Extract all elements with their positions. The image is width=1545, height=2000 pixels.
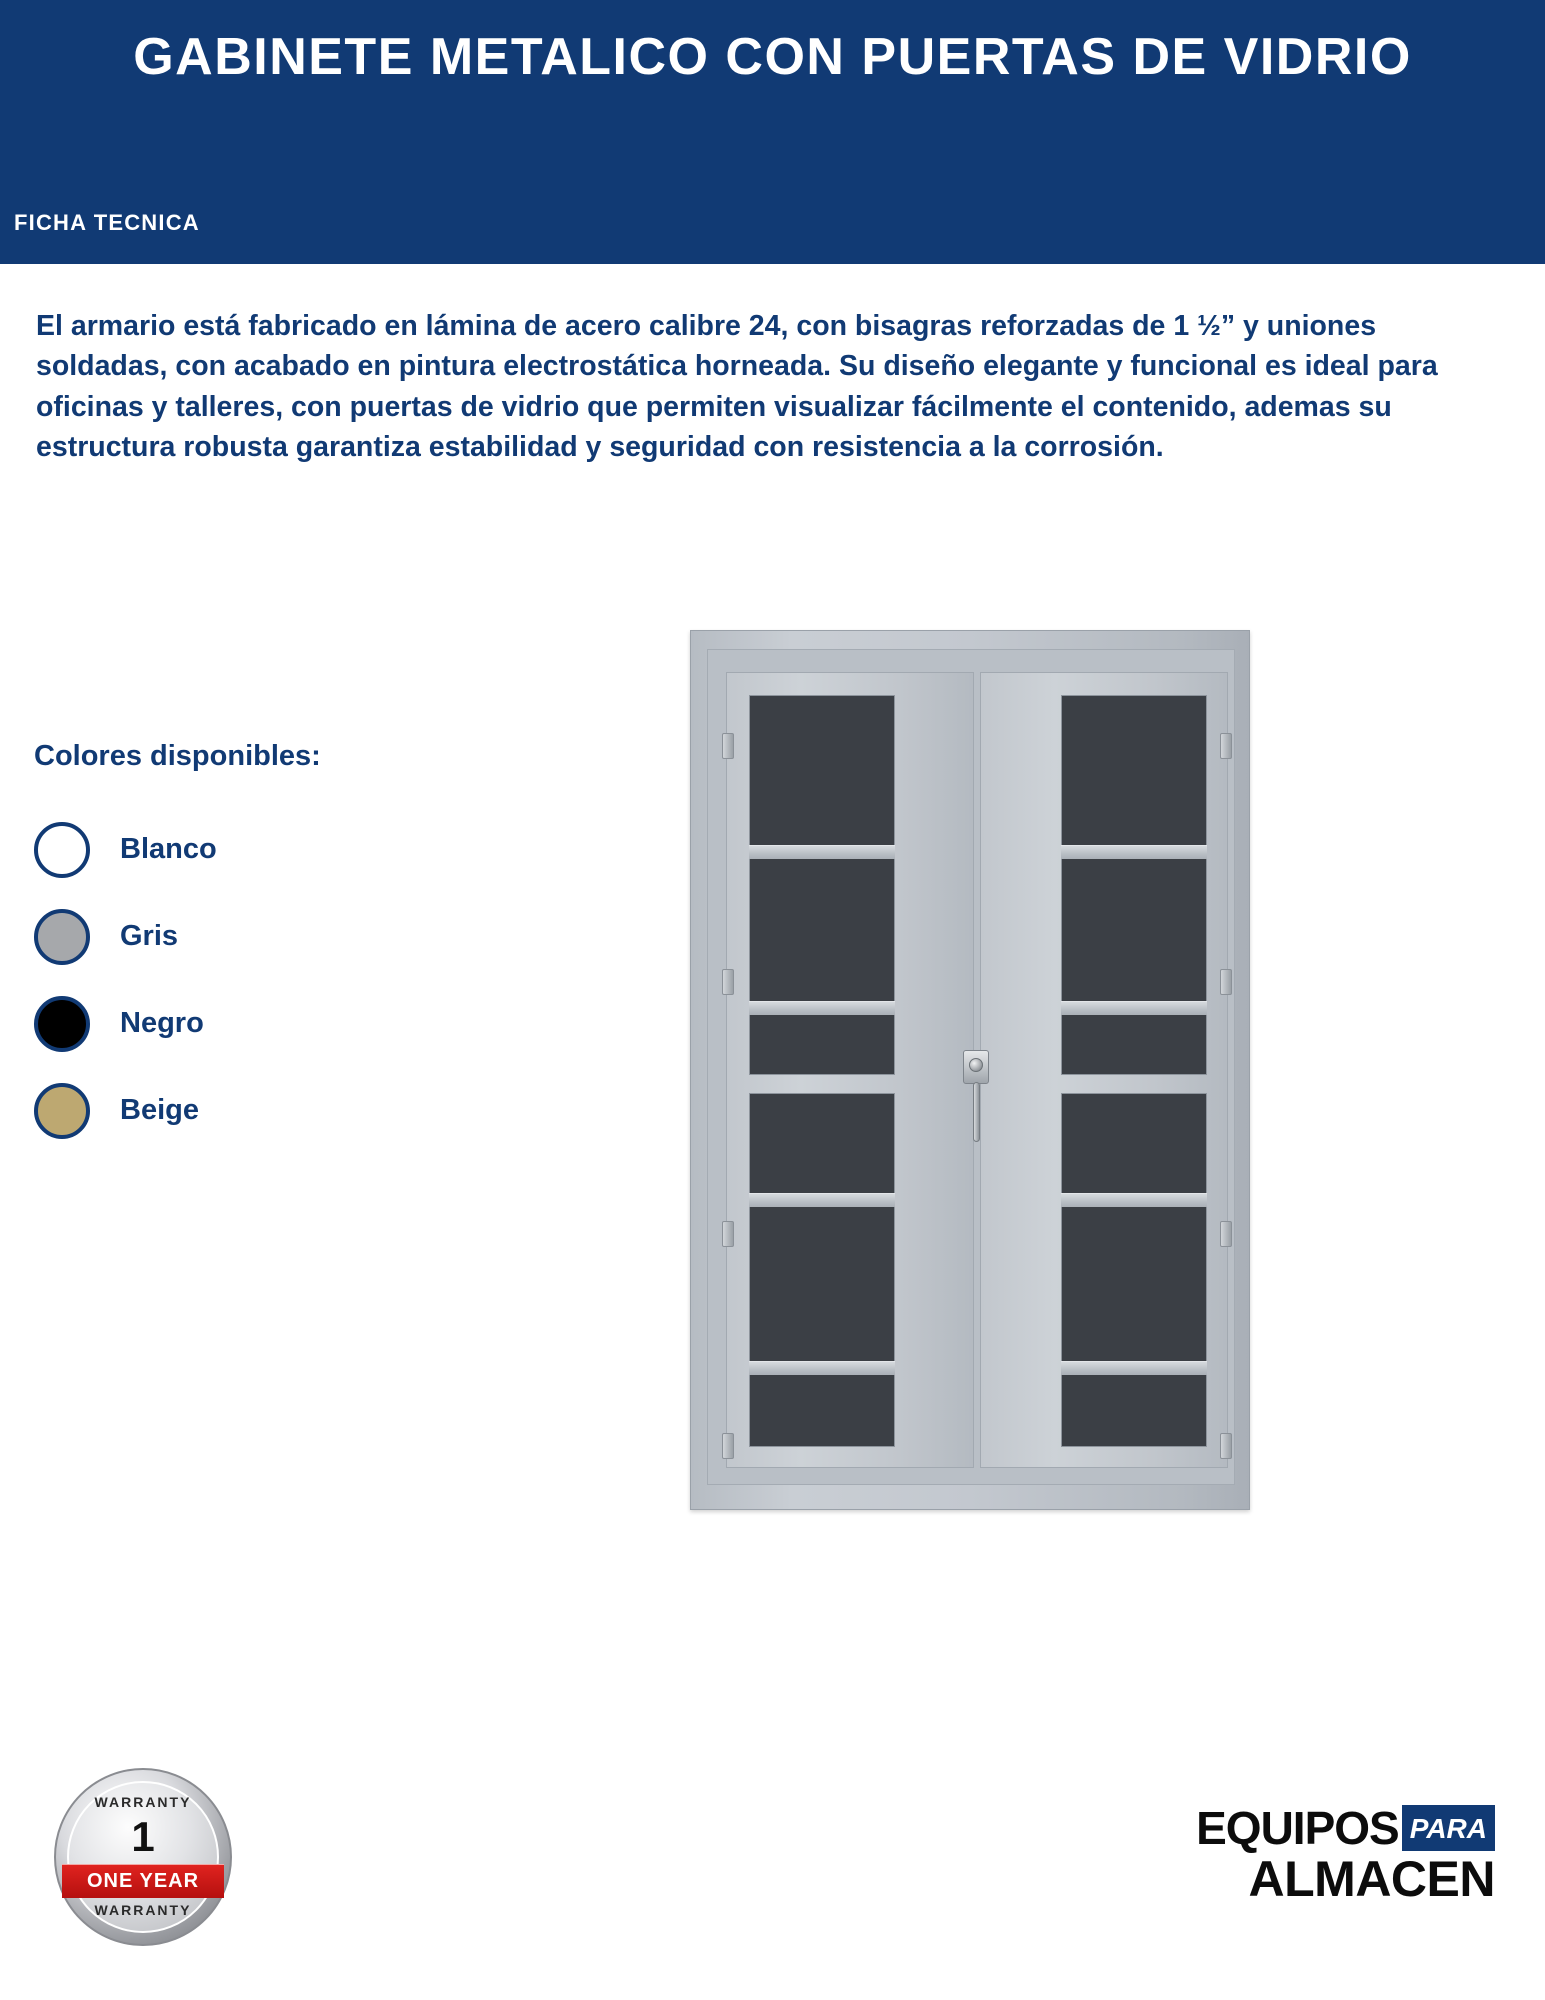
- glass-panel: [749, 695, 895, 1075]
- page-title: GABINETE METALICO CON PUERTAS DE VIDRIO: [133, 28, 1412, 86]
- list-item[interactable]: [34, 1067, 464, 1154]
- list-item[interactable]: [34, 806, 464, 893]
- warranty-number: 1: [131, 1813, 155, 1860]
- color-swatch-gris: [34, 909, 90, 965]
- colors-section-title: Colores disponibles:: [34, 740, 321, 772]
- shelf: [749, 845, 895, 859]
- cabinet-body: [690, 630, 1250, 1510]
- hinge-icon: [1220, 733, 1232, 759]
- lock-icon: [969, 1058, 983, 1072]
- hinge-icon: [722, 733, 734, 759]
- cabinet-interior: [707, 649, 1235, 1485]
- logo-word-almacen: ALMACEN: [1248, 1851, 1495, 1907]
- product-image: [690, 630, 1250, 1520]
- glass-panel: [1061, 695, 1207, 1075]
- hinge-icon: [1220, 1433, 1232, 1459]
- page-header: [0, 0, 1545, 264]
- color-swatch-blanco: [34, 822, 90, 878]
- product-description: El armario está fabricado en lámina de acero calibre 24, con bisagras reforzadas de 1 ½” y uniones soldadas, con acabado en pintura electrostática horneada. Su diseño elegante y funcional es ideal para oficinas y talleres, con puertas de vidrio que permiten visualizar fácilmente el contenido, ademas su estructura robusta garantiza estabilidad y seguridad con resistencia a la corrosión.: [36, 310, 1438, 464]
- hinge-icon: [722, 969, 734, 995]
- shelf: [749, 1361, 895, 1375]
- warranty-ribbon: [62, 1864, 224, 1898]
- shelf: [1061, 1193, 1207, 1207]
- logo-top-row: [1196, 1802, 1495, 1854]
- header-subtitle: FICHA TECNICA: [14, 210, 200, 235]
- warranty-badge: [54, 1768, 232, 1946]
- shelf: [1061, 1001, 1207, 1015]
- hinge-icon: [1220, 1221, 1232, 1247]
- warranty-top-text: WARRANTY: [94, 1794, 192, 1810]
- color-label: Blanco: [120, 833, 217, 865]
- cabinet-door-left: [726, 672, 974, 1468]
- logo-word-para: PARA: [1402, 1805, 1495, 1851]
- logo-word-equipos: EQUIPOS: [1196, 1802, 1399, 1854]
- hinge-icon: [722, 1221, 734, 1247]
- color-label: Negro: [120, 1007, 204, 1039]
- glass-panel: [1061, 1093, 1207, 1447]
- cabinet-door-right: [980, 672, 1228, 1468]
- warranty-ribbon-text: ONE YEAR: [86, 1870, 200, 1892]
- shelf: [1061, 845, 1207, 859]
- hinge-icon: [1220, 969, 1232, 995]
- list-item[interactable]: [34, 980, 464, 1067]
- glass-panel: [749, 1093, 895, 1447]
- color-label: Beige: [120, 1094, 199, 1126]
- colors-list: [34, 806, 464, 1154]
- color-swatch-negro: [34, 996, 90, 1052]
- hinge-icon: [722, 1433, 734, 1459]
- shelf: [749, 1193, 895, 1207]
- door-handle: [973, 1082, 980, 1142]
- color-label: Gris: [120, 920, 179, 952]
- shelf: [1061, 1361, 1207, 1375]
- warranty-bottom-text: WARRANTY: [94, 1902, 192, 1918]
- shelf: [749, 1001, 895, 1015]
- color-swatch-beige: [34, 1083, 90, 1139]
- list-item[interactable]: [34, 893, 464, 980]
- company-logo: [1196, 1802, 1495, 1907]
